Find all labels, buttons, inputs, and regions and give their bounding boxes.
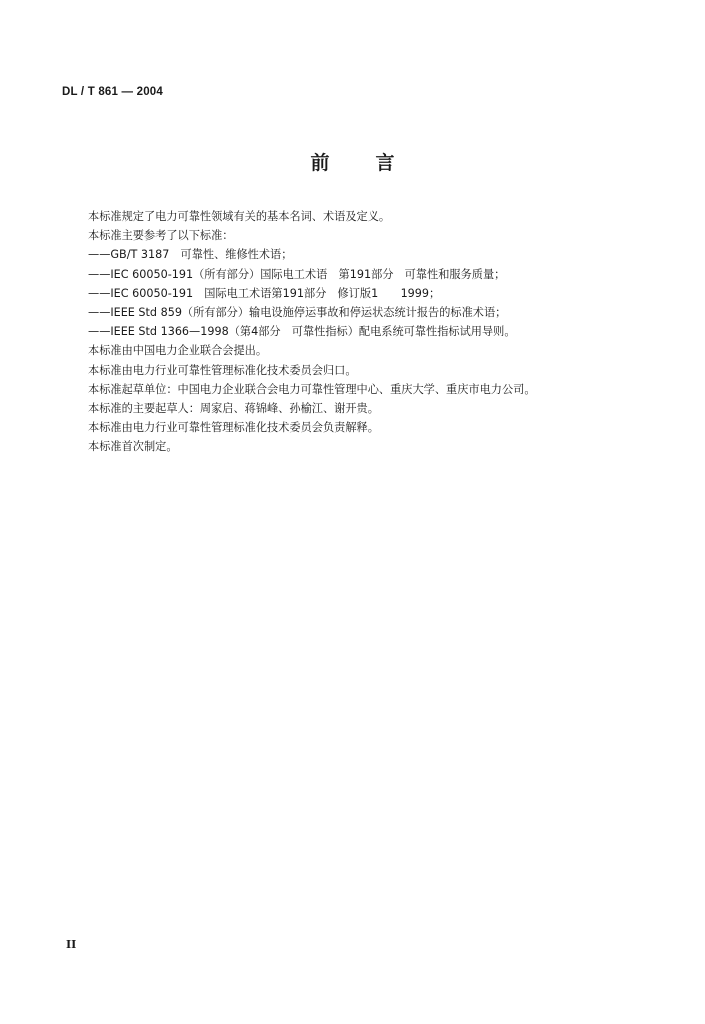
standard-number-header: DL / T 861 — 2004	[62, 86, 163, 98]
paragraph-references-intro: 本标准主要参考了以下标准：	[88, 229, 234, 243]
paragraph-drafters: 本标准的主要起草人：周家启、蒋锦峰、孙榆江、谢开贵。	[88, 401, 379, 415]
reference-item-ieee-1366: ——IEEE Std 1366—1998（第4部分 可靠性指标）配电系统可靠性指标试用导则。	[88, 325, 516, 339]
paragraph-managed-by: 本标准由电力行业可靠性管理标准化技术委员会归口。	[88, 363, 357, 377]
reference-item-gbt3187: ——GB/T 3187 可靠性、维修性术语；	[88, 248, 293, 262]
reference-item-iec-60050-191: ——IEC 60050-191（所有部分）国际电工术语 第191部分 可靠性和服务质量；	[88, 267, 506, 281]
reference-item-iec-60050-191-amendment: ——IEC 60050-191 国际电工术语第191部分 修订版1 1999；	[88, 286, 441, 300]
paragraph-drafting-units: 本标准起草单位：中国电力企业联合会电力可靠性管理中心、重庆大学、重庆市电力公司。	[88, 382, 536, 396]
page-number: II	[66, 938, 77, 951]
paragraph-proposed-by: 本标准由中国电力企业联合会提出。	[88, 344, 268, 358]
reference-item-ieee-859: ——IEEE Std 859（所有部分）输电设施停运事故和停运状态统计报告的标准术语；	[88, 305, 507, 319]
title-char-2: 言	[375, 152, 395, 174]
foreword-body	[88, 207, 688, 456]
section-title	[0, 148, 705, 175]
paragraph-interpretation: 本标准由电力行业可靠性管理标准化技术委员会负责解释。	[88, 421, 379, 435]
paragraph-first-edition: 本标准首次制定。	[88, 440, 178, 454]
title-char-1: 前	[310, 152, 330, 174]
paragraph-scope: 本标准规定了电力可靠性领域有关的基本名词、术语及定义。	[88, 210, 391, 223]
